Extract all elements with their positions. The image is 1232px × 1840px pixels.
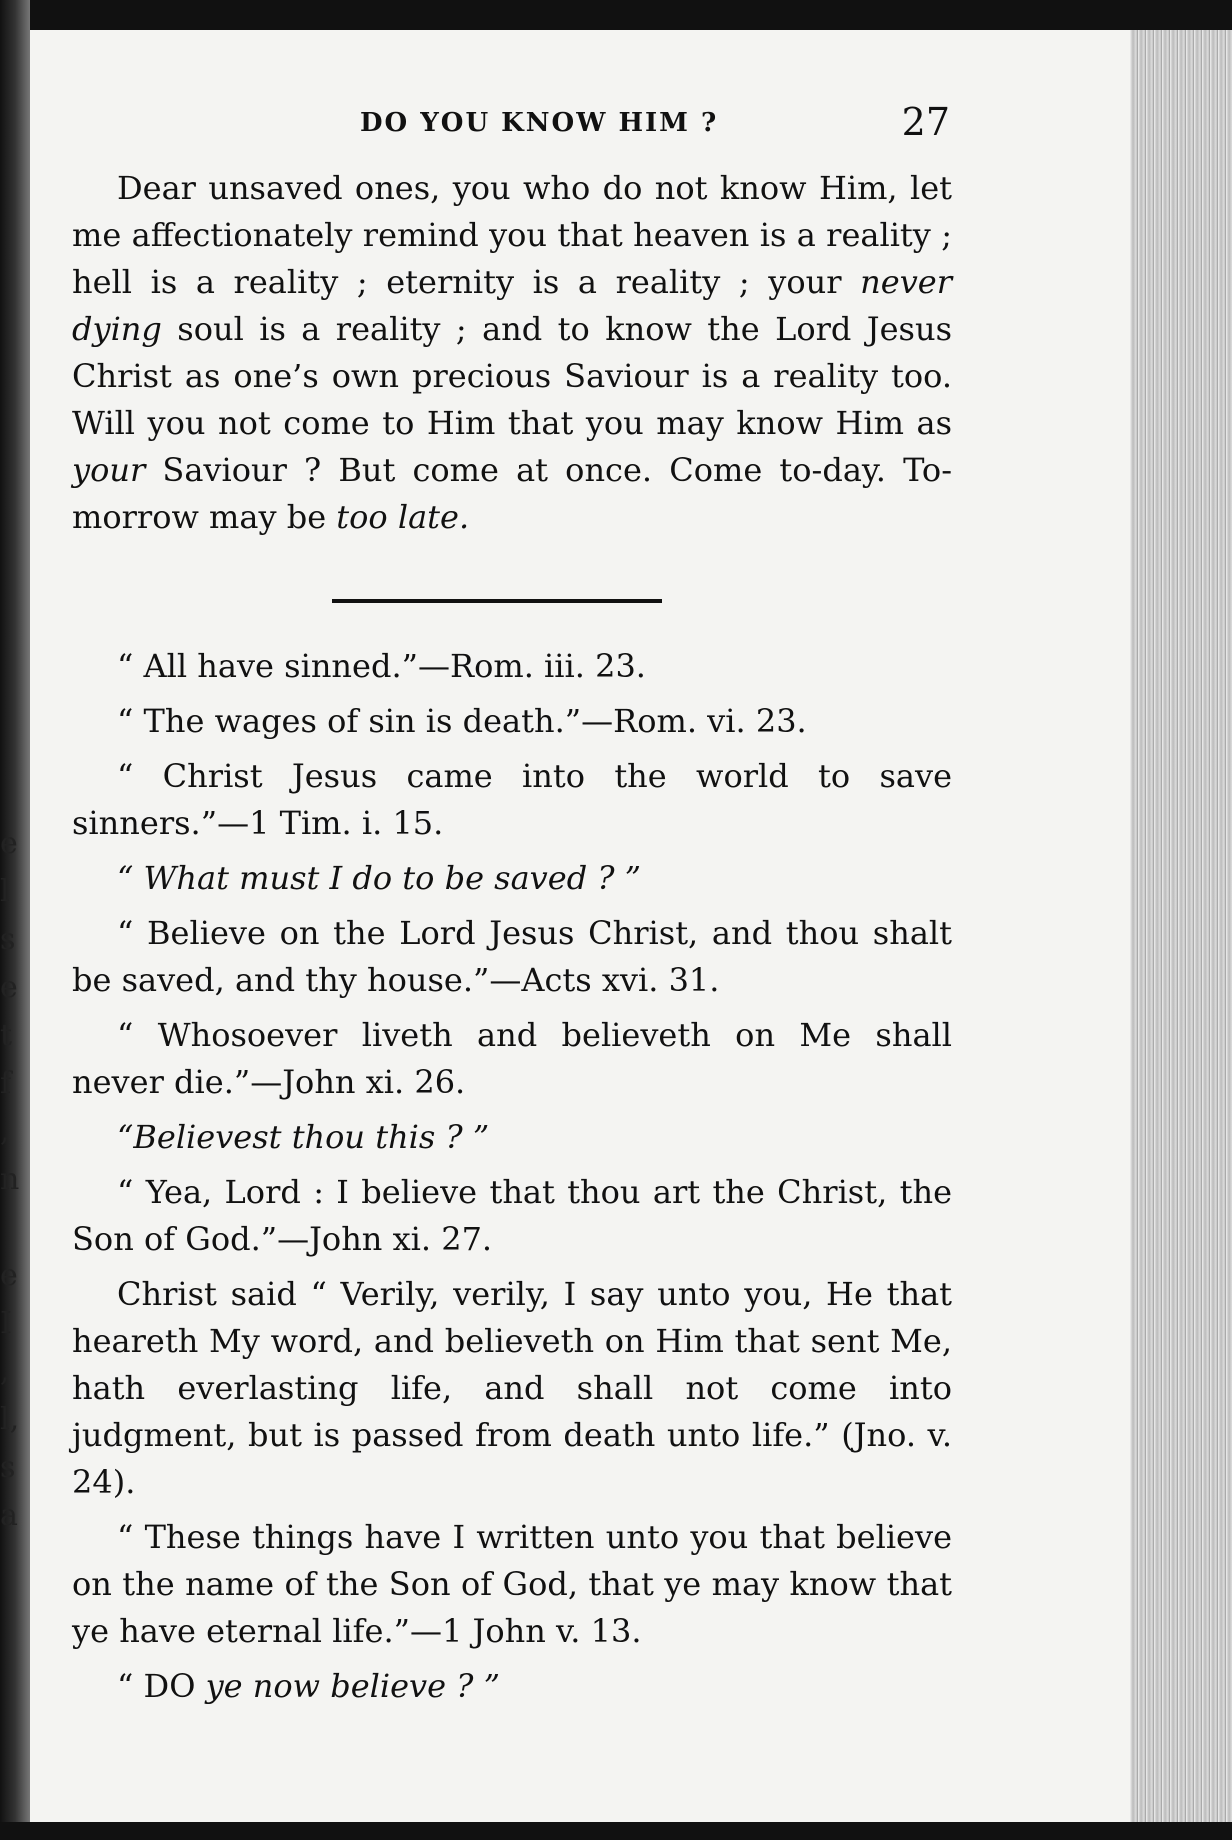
verse: “ Whosoever liveth and believeth on Me shall never die.”—John xi. 26. — [72, 1016, 952, 1101]
verse: “ The wages of sin is death.”—Rom. vi. 23. — [117, 702, 807, 740]
verse: “ These things have I written unto you that believe on the name of the Son of God, that ye may know that ye have eternal life.”—1 John v. 13. — [72, 1518, 952, 1650]
verse-final — [72, 1663, 952, 1710]
intro-paragraph — [72, 165, 952, 541]
intro-text: soul is a reality ; and to know the Lord Jesus Christ as one’s own precious Saviour is a reality too. Will you not come to Him that you may know Him as — [72, 310, 952, 442]
page-number: 27 — [901, 100, 950, 144]
fragment: n — [0, 1162, 20, 1197]
fragment: l — [0, 874, 10, 909]
intro-text: Saviour ? But come at once. Come to-day. To-morrow may be — [72, 451, 952, 536]
verse-italic-text: “Believest thou this ? ” — [117, 1118, 490, 1156]
fragment: t — [0, 1018, 13, 1053]
fragment: s — [0, 1450, 16, 1485]
verse: “ Believe on the Lord Jesus Christ, and thou shalt be saved, and thy house.”—Acts xvi. 31. — [72, 914, 952, 999]
verse-italic-text: “ What must I do to be saved ? ” — [117, 859, 642, 897]
page-edges — [1130, 30, 1232, 1830]
section-divider — [332, 599, 662, 603]
fragment: f — [0, 1066, 12, 1101]
fragment: I — [0, 1306, 12, 1341]
verse: “ All have sinned.”—Rom. iii. 23. — [117, 647, 646, 685]
intro-italic: never dying — [72, 263, 952, 348]
verse: “ Christ Jesus came into the world to save sinners.”—1 Tim. i. 15. — [72, 757, 952, 842]
verse-italic — [72, 1114, 952, 1161]
verse-italic — [72, 855, 952, 902]
verse-final-plain: “ DO — [117, 1667, 206, 1705]
verse-final-italic: ye now believe ? ” — [205, 1667, 500, 1705]
fragment: , — [0, 1354, 10, 1389]
scan-top-border — [0, 0, 1232, 30]
page-header — [90, 100, 950, 150]
fragment: e — [0, 826, 18, 861]
scan-bottom-border — [0, 1822, 1232, 1840]
fragment — [0, 1204, 24, 1252]
verse: Christ said “ Verily, verily, I say unto you, He that heareth My word, and believeth on Him that sent Me, hath everlasting life, and shall not come into judgment, but is passed from death unto life.” (Jno. v. 24). — [72, 1275, 952, 1501]
fragment: e — [0, 1258, 18, 1293]
verse: “ Yea, Lord : I believe that thou art the Christ, the Son of God.”—John xi. 27. — [72, 1173, 952, 1258]
intro-italic: too late. — [336, 498, 470, 536]
running-head: DO YOU KNOW HIM ? — [360, 108, 719, 138]
page-body — [72, 165, 952, 1718]
fragment: l, — [0, 1402, 20, 1437]
fragment: a — [0, 1498, 18, 1533]
fragment: , — [0, 1114, 10, 1149]
facing-page-fragments — [0, 820, 24, 1540]
fragment: s — [0, 922, 16, 957]
fragment: e — [0, 970, 18, 1005]
intro-italic: your — [72, 451, 146, 489]
intro-text: Dear unsaved ones, you who do not know Him, let me affectionately remind you that heaven is a reality ; hell is a reality ; eternity is a reality ; your — [72, 169, 952, 301]
